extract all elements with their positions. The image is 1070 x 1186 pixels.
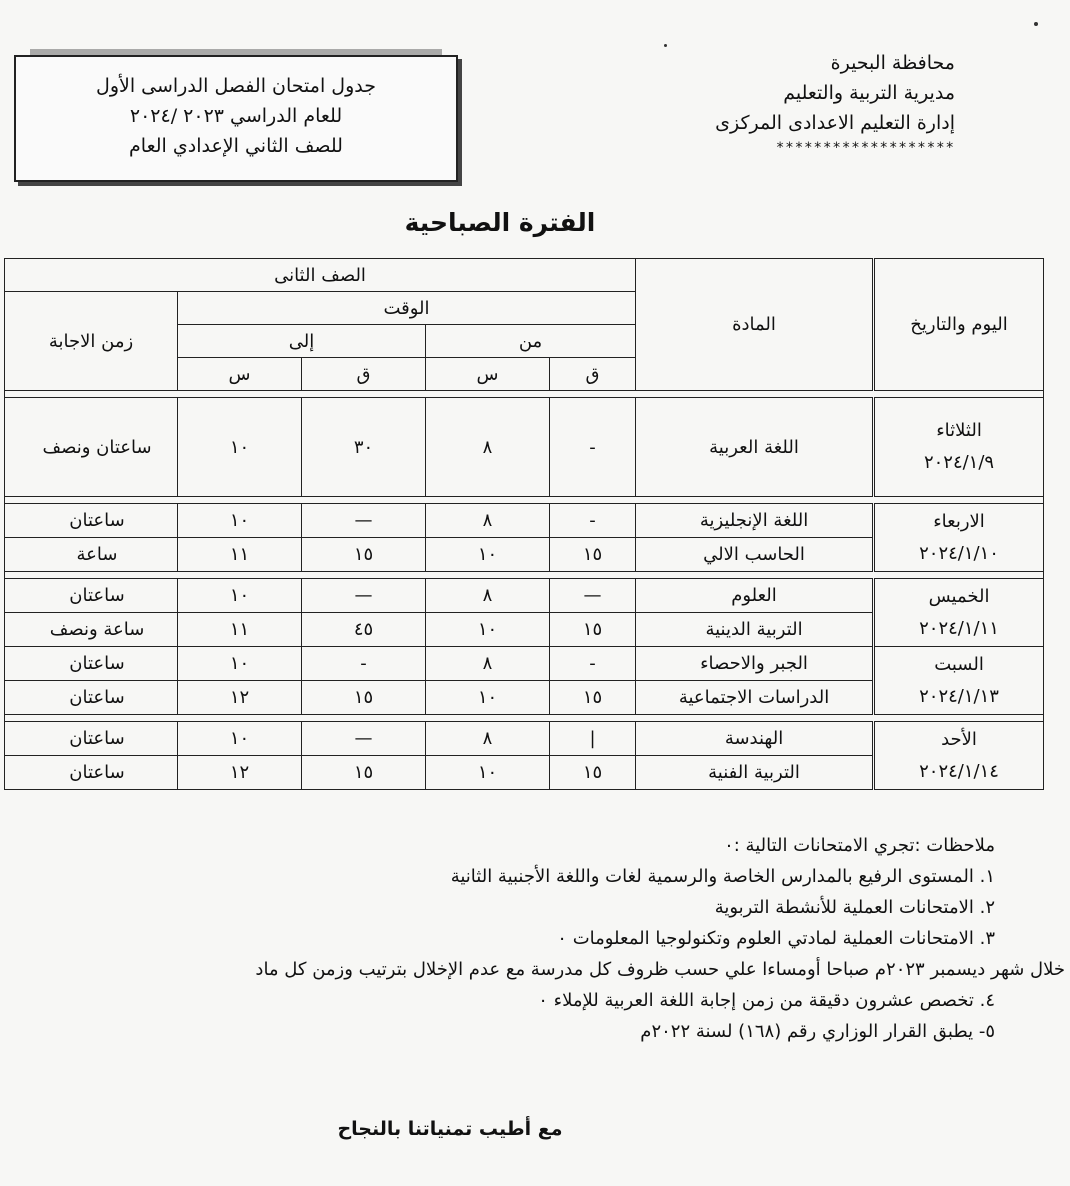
from-minutes-cell: -: [550, 398, 636, 497]
to-minutes-cell: —: [302, 504, 426, 538]
duration-cell: [5, 579, 178, 613]
title-box: [14, 55, 458, 182]
to-minutes-cell: ١٥: [302, 538, 426, 572]
period-title: الفترة الصباحية: [404, 208, 596, 237]
from-hours-cell: ٨: [426, 722, 550, 756]
duration-text: ساعتان: [69, 687, 125, 708]
row-separator: [5, 391, 1044, 398]
to-minutes-cell: ١٥: [302, 681, 426, 715]
duration-text: ساعة: [76, 544, 118, 565]
note-3: ٣. الامتحانات العملية لمادتي العلوم وتكنولوجيا المعلومات ٠: [557, 928, 995, 949]
duration-text: ساعتان: [69, 762, 125, 783]
subject-cell: التربية الدينية: [636, 613, 874, 647]
notes-section: [15, 830, 1065, 1047]
from-minutes-cell: ١٥: [550, 756, 636, 790]
day-date: ٢٠٢٤/١/١٣: [919, 685, 999, 707]
day-cell: [874, 398, 1044, 497]
from-hours-cell: ١٠: [426, 538, 550, 572]
duration-cell: [5, 647, 178, 681]
note-2: ٢. الامتحانات العملية للأنشطة التربوية: [714, 897, 995, 918]
from-hours-cell: ٨: [426, 398, 550, 497]
note-4: ٤. تخصص عشرون دقيقة من زمن إجابة اللغة العربية للإملاء ٠: [538, 990, 995, 1011]
stars-line: *******************: [775, 140, 955, 156]
from-minutes-cell: ١٥: [550, 613, 636, 647]
day-name: الثلاثاء: [936, 420, 982, 441]
from-header: من: [426, 325, 636, 358]
to-hours-cell: ١٠: [178, 722, 302, 756]
subject-cell: العلوم: [636, 579, 874, 613]
note-5: ٥- يطبق القرار الوزاري رقم (١٦٨) لسنة ٢٠٢٢م: [640, 1021, 995, 1042]
to-hours-cell: ١٢: [178, 756, 302, 790]
scan-mark: [664, 44, 667, 47]
duration-cell: [5, 681, 178, 715]
subject-cell: الحاسب الالي: [636, 538, 874, 572]
day-cell: [874, 504, 1044, 572]
from-hours-cell: ١٠: [426, 756, 550, 790]
answer-time-header: زمن الاجابة: [5, 292, 178, 391]
table-row: [5, 647, 1044, 681]
from-hours-header: س: [426, 358, 550, 391]
duration-text: ساعتان: [69, 653, 125, 674]
to-header: إلى: [178, 325, 426, 358]
to-hours-cell: ١٠: [178, 398, 302, 497]
subject-cell: الجبر والاحصاء: [636, 647, 874, 681]
to-hours-cell: ١١: [178, 613, 302, 647]
day-date: ٢٠٢٤/١/١٤: [919, 760, 999, 782]
from-minutes-cell: |: [550, 722, 636, 756]
title-line-2: للعام الدراسي ٢٠٢٣ /٢٠٢٤: [129, 105, 343, 127]
to-hours-cell: ١١: [178, 538, 302, 572]
title-line-1: جدول امتحان الفصل الدراسى الأول: [96, 75, 376, 97]
governorate-line: محافظة البحيرة: [830, 52, 955, 74]
from-hours-cell: ٨: [426, 504, 550, 538]
day-date: ٢٠٢٤/١/١١: [919, 617, 999, 639]
col-day-header: اليوم والتاريخ: [874, 259, 1044, 391]
from-minutes-cell: -: [550, 504, 636, 538]
to-minutes-cell: —: [302, 579, 426, 613]
to-minutes-cell: ٤٥: [302, 613, 426, 647]
to-minutes-header: ق: [302, 358, 426, 391]
day-date: ٢٠٢٤/١/٩: [923, 452, 995, 473]
from-minutes-cell: ١٥: [550, 681, 636, 715]
day-date: ٢٠٢٤/١/١٠: [919, 542, 999, 564]
day-cell: [874, 647, 1044, 715]
title-line-3: للصف الثاني الإعدادي العام: [129, 135, 343, 157]
day-cell: [874, 579, 1044, 647]
from-hours-cell: ٨: [426, 647, 550, 681]
duration-text: ساعتان: [69, 585, 125, 606]
table-body: [5, 391, 1044, 790]
from-minutes-cell: ١٥: [550, 538, 636, 572]
row-separator: [5, 497, 1044, 504]
schedule-table: [4, 258, 1044, 790]
directorate-line: مديرية التربية والتعليم: [783, 82, 955, 104]
to-hours-cell: ١٢: [178, 681, 302, 715]
duration-cell: [5, 398, 178, 497]
table-row: [5, 722, 1044, 756]
table-header: [5, 259, 1044, 391]
to-hours-cell: ١٠: [178, 647, 302, 681]
to-minutes-cell: ٣٠: [302, 398, 426, 497]
duration-cell: [5, 504, 178, 538]
to-minutes-cell: —: [302, 722, 426, 756]
to-hours-header: س: [178, 358, 302, 391]
scan-mark: [1034, 22, 1038, 26]
subject-cell: الدراسات الاجتماعية: [636, 681, 874, 715]
from-hours-cell: ٨: [426, 579, 550, 613]
table-row: [5, 579, 1044, 613]
subject-cell: اللغة العربية: [636, 398, 874, 497]
from-hours-cell: ١٠: [426, 681, 550, 715]
note-1: ١. المستوى الرفيع بالمدارس الخاصة والرسمية لغات واللغة الأجنبية الثانية: [450, 866, 995, 887]
day-name: السبت: [934, 653, 984, 675]
duration-text: ساعتان ونصف: [42, 436, 152, 458]
row-separator: [5, 715, 1044, 722]
day-name: الخميس: [928, 585, 990, 607]
duration-text: ساعتان: [69, 728, 125, 749]
duration-cell: [5, 722, 178, 756]
duration-cell: [5, 756, 178, 790]
note-3-continuation: خلال شهر ديسمبر ٢٠٢٣م صباحا أومساءا علي حسب ظروف كل مدرسة مع عدم الإخلال بترتيب وزمن كل ماد: [255, 959, 1065, 980]
time-header: الوقت: [178, 292, 636, 325]
to-hours-cell: ١٠: [178, 579, 302, 613]
day-name: الاربعاء: [933, 510, 985, 532]
to-minutes-cell: -: [302, 647, 426, 681]
subject-cell: اللغة الإنجليزية: [636, 504, 874, 538]
from-minutes-cell: —: [550, 579, 636, 613]
from-hours-cell: ١٠: [426, 613, 550, 647]
closing-wish: مع أطيب تمنياتنا بالنجاح: [337, 1118, 563, 1140]
col-subject-header: المادة: [636, 259, 874, 391]
from-minutes-header: ق: [550, 358, 636, 391]
header-authority: [655, 48, 955, 158]
duration-cell: [5, 613, 178, 647]
table-row: [5, 398, 1044, 497]
to-minutes-cell: ١٥: [302, 756, 426, 790]
day-name: الأحد: [941, 728, 977, 750]
row-separator: [5, 572, 1044, 579]
to-hours-cell: ١٠: [178, 504, 302, 538]
scan-bar: [30, 49, 442, 55]
administration-line: إدارة التعليم الاعدادى المركزى: [715, 112, 955, 134]
day-cell: [874, 722, 1044, 790]
grade-header: الصف الثانى: [5, 259, 636, 292]
from-minutes-cell: -: [550, 647, 636, 681]
table-row: [5, 504, 1044, 538]
subject-cell: الهندسة: [636, 722, 874, 756]
duration-text: ساعتان: [69, 510, 125, 531]
duration-cell: [5, 538, 178, 572]
subject-cell: التربية الفنية: [636, 756, 874, 790]
duration-text: ساعة ونصف: [49, 619, 145, 640]
notes-heading: ملاحظات :تجري الامتحانات التالية :٠: [724, 835, 995, 856]
